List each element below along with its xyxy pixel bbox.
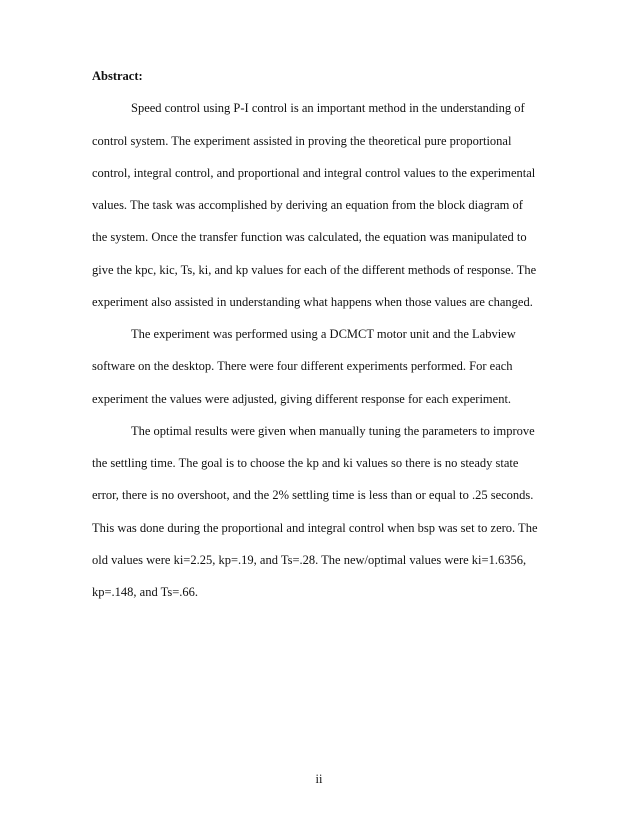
paragraph-line: old values were ki=2.25, kp=.19, and Ts=.28. The new/optimal values were ki=1.6356,: [92, 553, 527, 567]
page-number: ii: [315, 772, 323, 786]
paragraph-line: give the kpc, kic, Ts, ki, and kp values for each of the different methods of response. The: [92, 263, 537, 277]
paragraph-line: the settling time. The goal is to choose the kp and ki values so there is no steady state: [92, 456, 519, 470]
paragraph-line: The experiment was performed using a DCMCT motor unit and the Labview: [131, 327, 516, 341]
paragraph-line: This was done during the proportional and integral control when bsp was set to zero. The: [92, 521, 538, 535]
paragraph-line: kp=.148, and Ts=.66.: [92, 585, 199, 599]
paragraph-line: error, there is no overshoot, and the 2% settling time is less than or equal to .25 seconds.: [92, 488, 534, 502]
paragraph-line: control, integral control, and proportional and integral control values to the experimental: [92, 166, 536, 180]
paragraph-line: control system. The experiment assisted in proving the theoretical pure proportional: [92, 134, 512, 148]
paragraph-line: experiment also assisted in understanding what happens when those values are changed.: [92, 295, 533, 309]
paragraph-line: the system. Once the transfer function was calculated, the equation was manipulated to: [92, 230, 527, 244]
paragraph-line: values. The task was accomplished by deriving an equation from the block diagram of: [92, 198, 523, 212]
abstract-heading: Abstract:: [92, 69, 143, 83]
paragraph-line: Speed control using P-I control is an important method in the understanding of: [131, 101, 525, 115]
paragraph-line: software on the desktop. There were four different experiments performed. For each: [92, 359, 513, 373]
paragraph-line: The optimal results were given when manually tuning the parameters to improve: [131, 424, 535, 438]
paragraph-line: experiment the values were adjusted, giving different response for each experiment.: [92, 392, 512, 406]
